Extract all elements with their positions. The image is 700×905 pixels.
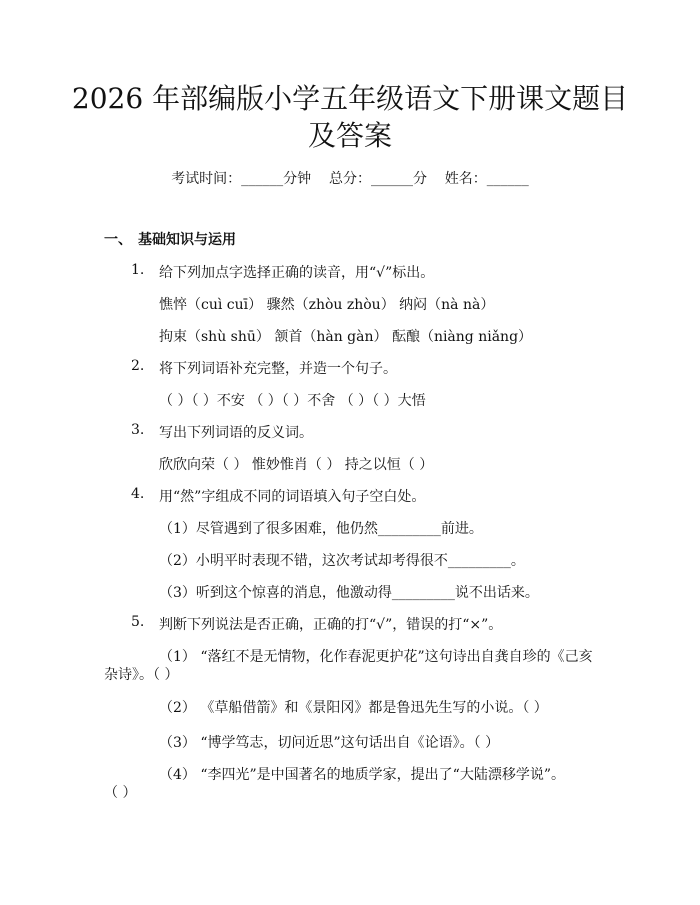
question-3-row-1: 欣欣向荣（ ） 惟妙惟肖（ ） 持之以恒（ ） — [159, 457, 434, 473]
title-line-1: 2026 年部编版小学五年级语文下册课文题目 — [71, 82, 629, 115]
section-heading — [104, 229, 236, 249]
question-2-number: 2. — [131, 358, 145, 374]
question-2-prompt: 将下列词语补充完整，并造一个句子。 — [159, 361, 397, 377]
question-4-item-3: （3）听到这个惊喜的消息，他激动得_________说不出话来。 — [159, 585, 539, 601]
page-title — [60, 80, 640, 154]
question-5-item-1-line-2: 杂诗》。（ ） — [104, 667, 179, 683]
question-5-item-1-line-1: （1） “落红不是无情物，化作春泥更护花”这句诗出自龚自珍的《己亥 — [159, 649, 593, 665]
exam-meta-line: 考试时间：______分钟 总分：______分 姓名：______ — [171, 171, 529, 187]
question-1-number: 1. — [131, 262, 145, 278]
question-5-item-4-line-1: （4） “李四光”是中国著名的地质学家，提出了“大陆漂移学说”。 — [159, 767, 565, 783]
question-4-prompt: 用“然”字组成不同的词语填入句子空白处。 — [159, 489, 426, 505]
question-3-prompt: 写出下列词语的反义词。 — [159, 425, 313, 441]
question-3-number: 3. — [131, 422, 145, 438]
section-number: 一、 — [104, 232, 132, 248]
question-4-item-2: （2）小明平时表现不错，这次考试却考得很不_________。 — [159, 553, 525, 569]
question-4-item-1: （1）尽管遇到了很多困难，他仍然_________前进。 — [159, 521, 483, 537]
question-5-item-2: （2） 《草船借箭》和《景阳冈》都是鲁迅先生写的小说。（ ） — [159, 700, 548, 716]
title-line-2: 及答案 — [307, 119, 392, 152]
question-4-number: 4. — [131, 486, 145, 502]
question-5-item-4-line-2: （ ） — [104, 785, 137, 801]
question-1-prompt: 给下列加点字选择正确的读音，用“√”标出。 — [159, 265, 435, 281]
section-title: 基础知识与运用 — [138, 232, 236, 248]
question-5-item-3: （3） “博学笃志，切问近思”这句话出自《论语》。（ ） — [159, 735, 500, 751]
question-5-number: 5. — [131, 614, 145, 630]
question-1-row-2: 拘束（shù shū） 颔首（hàn gàn） 酝酿（niàng niǎng） — [159, 329, 533, 345]
question-1-row-1: 憔悴（cuì cuī） 骤然（zhòu zhòu） 纳闷（nà nà） — [159, 297, 495, 313]
question-5-prompt: 判断下列说法是否正确，正确的打“√”，错误的打“×”。 — [159, 617, 503, 633]
question-2-row-1: （ ）（ ）不安 （ ）（ ）不舍 （ ）（ ）大悟 — [159, 393, 426, 409]
